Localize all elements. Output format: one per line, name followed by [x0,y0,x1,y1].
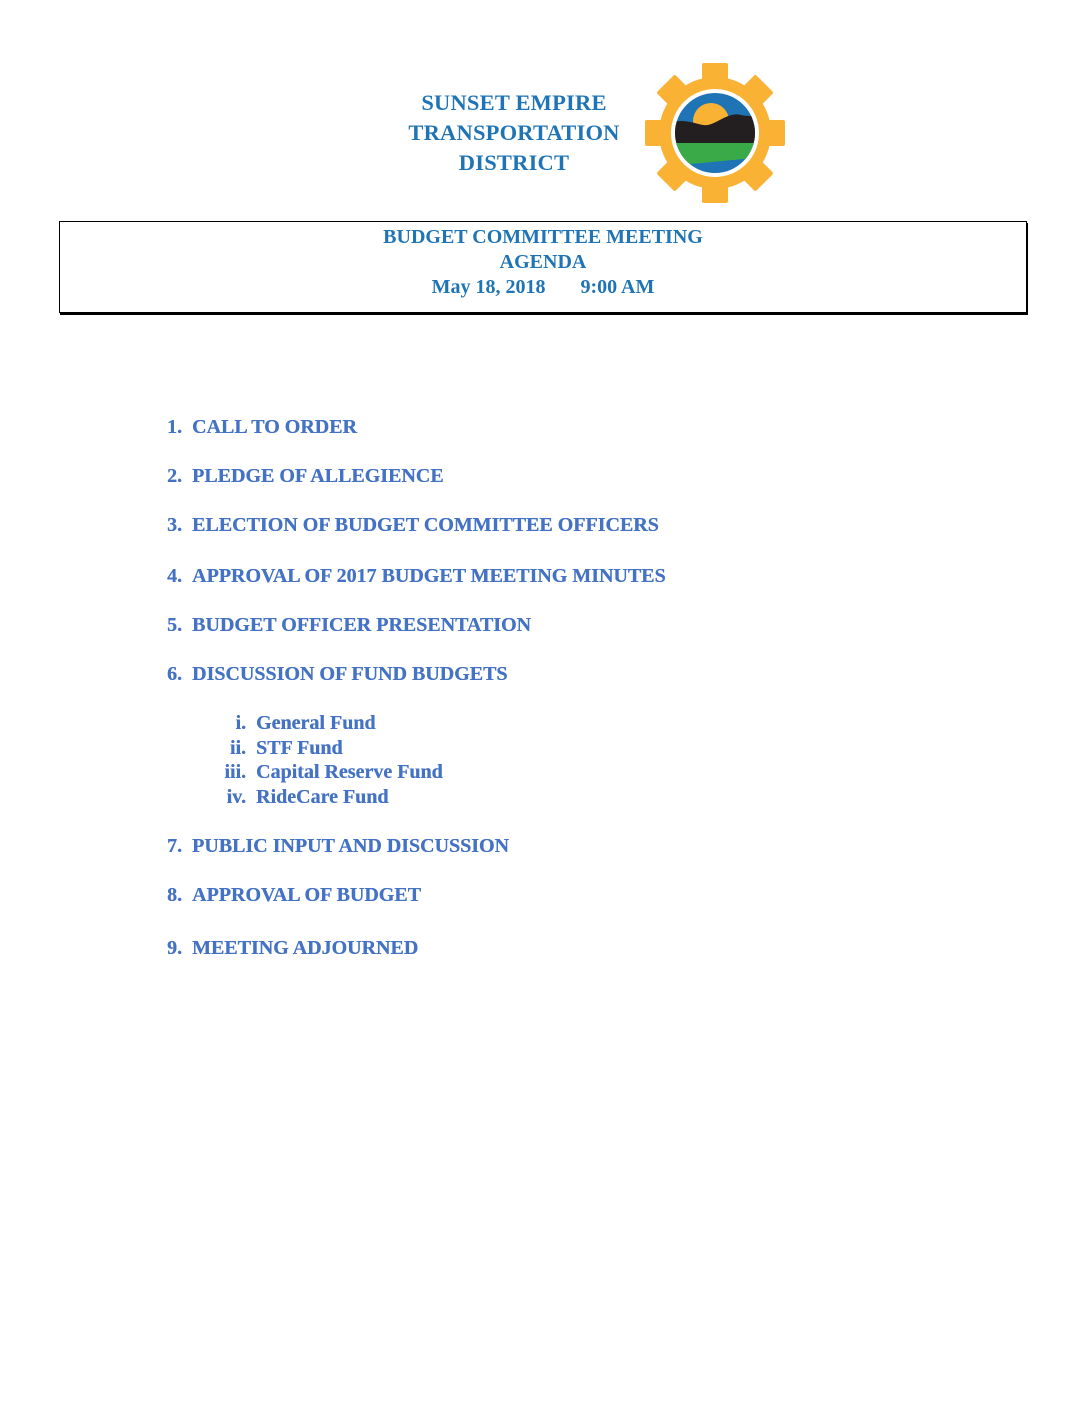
gear-sun-landscape-icon [645,63,785,203]
agenda-item-label: MEETING ADJOURNED [192,937,419,959]
agenda-sub-item-label: Capital Reserve Fund [256,761,443,783]
agenda-item-number: 5. [167,614,182,636]
agenda-item-label: BUDGET OFFICER PRESENTATION [192,614,531,636]
agenda-item [167,465,444,488]
agenda-item [167,835,509,858]
meeting-date-time [60,275,1026,300]
agenda-item-number: 2. [167,465,182,487]
agenda-item-label: CALL TO ORDER [192,416,357,438]
agenda-item-number: 1. [167,416,182,438]
agenda-sub-item-number: iii. [224,761,246,783]
agenda-item-number: 3. [167,514,182,536]
agenda-item [167,514,659,537]
organization-name [396,88,632,178]
agenda-sub-item-label: STF Fund [256,737,343,759]
agenda-sub-item [235,712,376,735]
meeting-title: BUDGET COMMITTEE MEETING [383,226,703,248]
agenda-item [167,663,508,686]
agenda-item [167,884,421,907]
agenda-item [167,937,419,960]
agenda-item-label: ELECTION OF BUDGET COMMITTEE OFFICERS [192,514,659,536]
agenda-item-label: PUBLIC INPUT AND DISCUSSION [192,835,509,857]
agenda-sub-item-number: ii. [229,737,246,759]
agenda-item-number: 9. [167,937,182,959]
agenda-item [167,565,666,588]
agenda-sub-item [229,737,343,760]
organization-name-line-2: TRANSPORTATION [408,120,620,145]
agenda-sub-item-number: iv. [226,786,246,808]
agenda-sub-item [224,761,443,784]
agenda-item-label: PLEDGE OF ALLEGIENCE [192,465,444,487]
agenda-item-label: APPROVAL OF BUDGET [192,884,421,906]
agenda-item-number: 7. [167,835,182,857]
meeting-time: 9:00 AM [580,276,655,298]
agenda-item [167,416,357,439]
organization-name-line-1: SUNSET EMPIRE [421,90,607,115]
meeting-date: May 18, 2018 [431,276,546,298]
meeting-header-box [59,221,1027,313]
agenda-sub-item-label: RideCare Fund [256,786,389,808]
agenda-sub-item [226,786,389,809]
agenda-sub-item-label: General Fund [256,712,376,734]
organization-name-line-3: DISTRICT [458,150,570,175]
agenda-item [167,614,531,637]
agenda-item-label: DISCUSSION OF FUND BUDGETS [192,663,508,685]
agenda-item-number: 8. [167,884,182,906]
agenda-item-label: APPROVAL OF 2017 BUDGET MEETING MINUTES [192,565,666,587]
agenda-item-number: 6. [167,663,182,685]
meeting-subtitle: AGENDA [499,251,587,273]
agenda-sub-item-number: i. [235,712,246,734]
agenda-item-number: 4. [167,565,182,587]
